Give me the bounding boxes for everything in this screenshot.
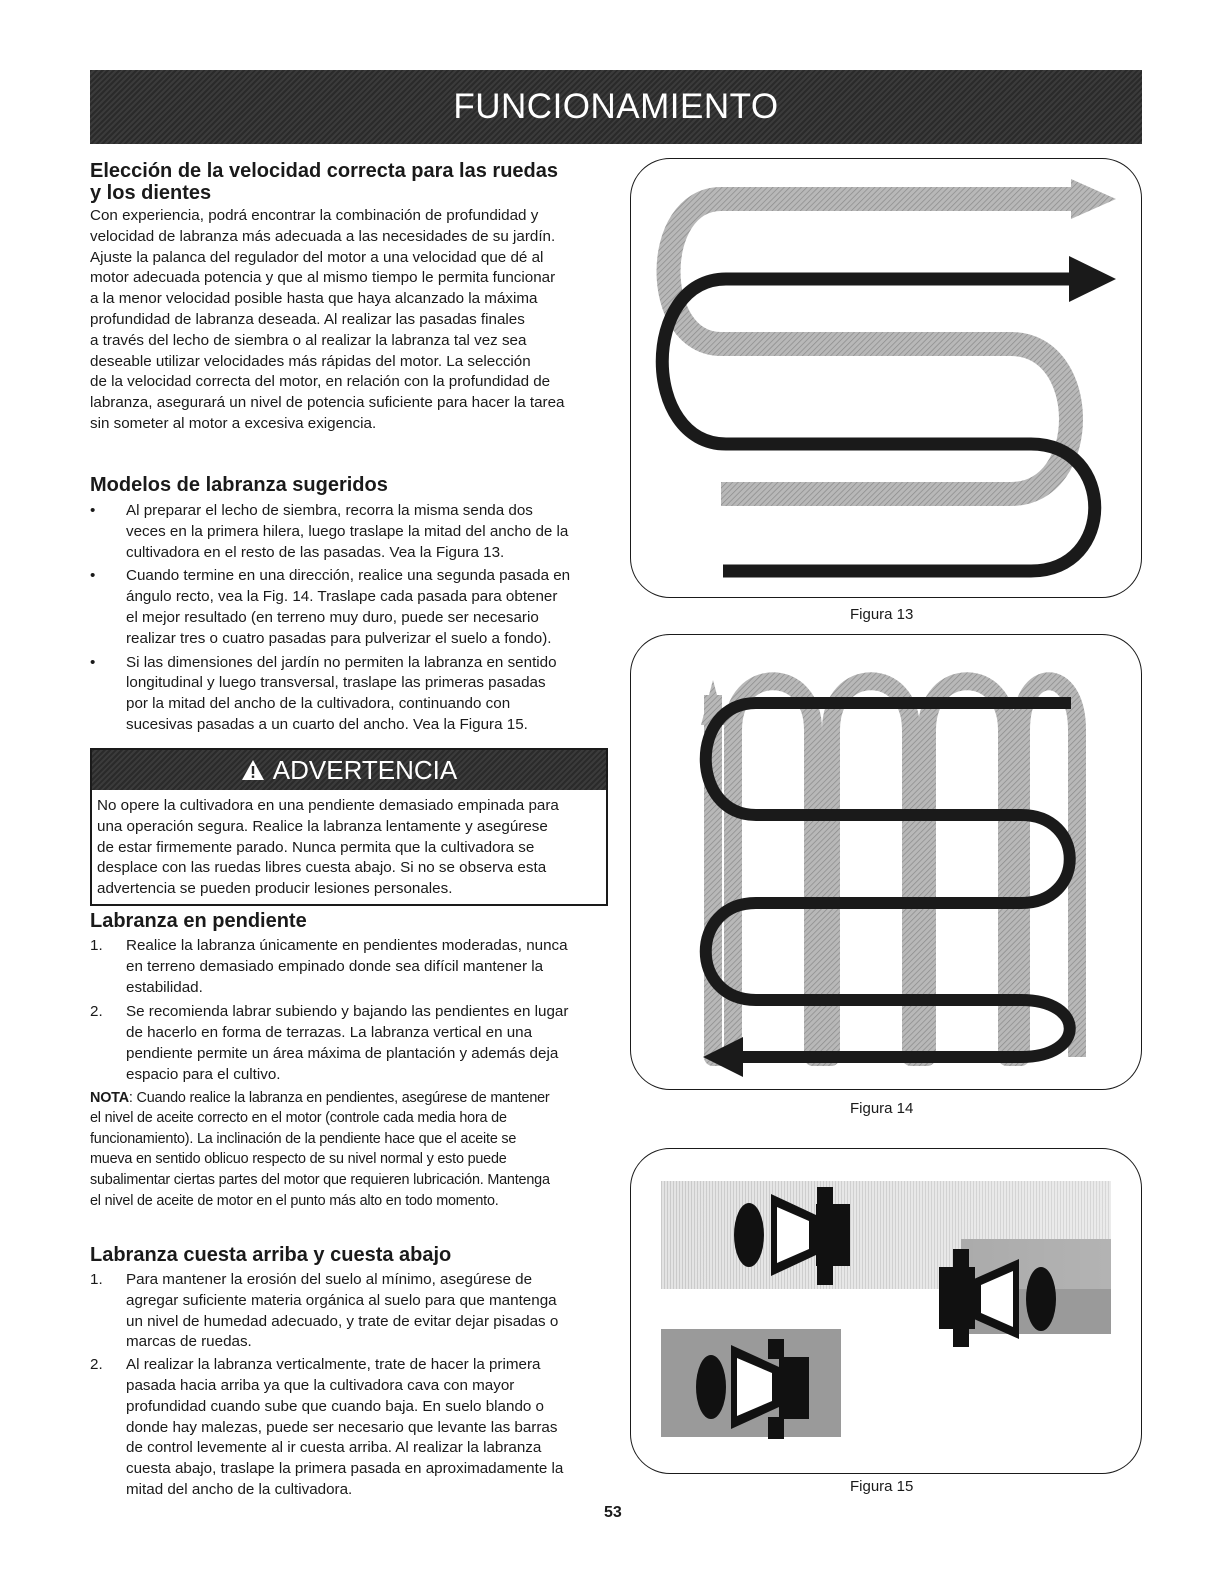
- text-line: profundidad cuando sube que cuando baja. En suelo blando o: [126, 1397, 544, 1415]
- item-number: 1.: [90, 937, 103, 954]
- warning-box: [90, 748, 608, 906]
- slope-section: [90, 910, 610, 1211]
- text-line: un nivel de humedad adecuado, y trate de evitar dejar pisadas o: [126, 1312, 559, 1330]
- text-line: Ajuste la palanca del regulador del motor a una velocidad que dé al: [90, 248, 544, 266]
- text-line: el nivel de aceite correcto en el motor (controle cada media hora de: [90, 1110, 507, 1127]
- warning-title: ADVERTENCIA: [272, 754, 458, 785]
- tilling-pattern-illustration-14: [631, 635, 1143, 1091]
- text-line: longitudinal y luego transversal, traslape las primeras pasadas: [126, 674, 546, 692]
- text-line: el nivel de aceite de motor en el punto más alto en todo momento.: [90, 1192, 499, 1209]
- text-line: deseable utilizar velocidades más rápidas del motor. La selección: [90, 352, 531, 370]
- text-line: de control levemente al ir cuesta arriba. Al realizar la labranza: [126, 1439, 542, 1457]
- text-line: labranza, asegurará un nivel de potencia suficiente para hacer la tarea: [90, 394, 565, 412]
- slope-note: [90, 1088, 610, 1212]
- text-line: espacio para el cultivo.: [126, 1065, 281, 1083]
- slope-list: [90, 936, 610, 1086]
- text-line: Para mantener la erosión del suelo al mínimo, asegúrese de: [126, 1271, 533, 1288]
- patterns-heading: Modelos de labranza sugeridos: [90, 474, 388, 496]
- bullet-marker: •: [90, 567, 96, 585]
- text-line: subalimentar ciertas partes del motor que requieren lubricación. Mantenga: [90, 1171, 550, 1188]
- text-line: agregar suficiente materia orgánica al suelo para que mantenga: [126, 1291, 557, 1309]
- text-line: Si las dimensiones del jardín no permiten la labranza en sentido: [126, 653, 557, 671]
- speed-heading: [90, 160, 610, 204]
- tilling-pattern-illustration-13: [631, 159, 1143, 599]
- text-line: advertencia se pueden producir lesiones personales.: [97, 880, 453, 898]
- figure-15-caption: Figura 15: [850, 1478, 914, 1495]
- text-line: funcionamiento). La inclinación de la pendiente hace que el aceite se: [90, 1130, 517, 1147]
- figure-15: [630, 1148, 1142, 1474]
- speed-paragraph: [90, 206, 610, 435]
- list-item: [90, 653, 610, 736]
- speed-section: [90, 160, 610, 435]
- list-item: [90, 501, 610, 563]
- text-line: donde hay malezas, puede ser necesario que levante las barras: [126, 1418, 558, 1436]
- section-title: FUNCIONAMIENTO: [453, 87, 779, 126]
- text-line: estabilidad.: [126, 978, 203, 996]
- text-line: cuesta abajo, traslape la primera pasada en aproximadamente la: [126, 1460, 564, 1478]
- patterns-list: [90, 501, 610, 736]
- figure-13-caption: Figura 13: [850, 606, 914, 623]
- updown-section: [90, 1244, 610, 1501]
- figure-14-caption: Figura 14: [850, 1100, 914, 1117]
- text-line: No opere la cultivadora en una pendiente demasiado empinada para: [97, 797, 559, 814]
- text-line: Al realizar la labranza verticalmente, trate de hacer la primera: [126, 1356, 541, 1374]
- text-line: velocidad de labranza más adecuada a las necesidades de su jardín.: [90, 227, 556, 245]
- text-line: a la menor velocidad posible hasta que haya alcanzado la máxima: [90, 290, 538, 308]
- text-line: pendiente permite un área máxima de plantación y además deja: [126, 1044, 559, 1062]
- slope-heading: Labranza en pendiente: [90, 910, 307, 932]
- page-number: 53: [604, 1504, 622, 1521]
- text-line: realizar tres o cuatro pasadas para pulverizar el suelo a fondo).: [126, 629, 552, 647]
- text-line: Se recomienda labrar subiendo y bajando las pendientes en lugar: [126, 1003, 569, 1021]
- tilling-pattern-illustration-15: [631, 1149, 1143, 1475]
- text-line: sin someter al motor a excesiva exigencia.: [90, 414, 377, 432]
- text-line: de la velocidad correcta del motor, en relación con la profundidad de: [90, 373, 551, 391]
- text-line: marcas de ruedas.: [126, 1333, 252, 1351]
- speed-heading-line1: Elección de la velocidad correcta para las ruedas: [90, 160, 558, 182]
- text-line: ángulo recto, vea la Fig. 14. Traslape cada pasada para obtener: [126, 588, 558, 606]
- text-line: desplace con las ruedas libres cuesta abajo. Si no se observa esta: [97, 859, 547, 877]
- text-line: el mejor resultado (en terreno muy duro, puede ser necesario: [126, 608, 539, 626]
- text-line: Cuando termine en una dirección, realice una segunda pasada en: [126, 567, 571, 585]
- text-line: pasada hacia arriba ya que la cultivadora cava con mayor: [126, 1376, 515, 1394]
- text-line: a través del lecho de siembra o al realizar la labranza tal vez sea: [90, 331, 527, 349]
- text-line: de estar firmemente parado. Nunca permita que la cultivadora se: [97, 838, 535, 856]
- patterns-section: [90, 474, 610, 736]
- text-line: mueva en sentido oblicuo respecto de su nivel normal y esto puede: [90, 1151, 507, 1168]
- text-line: veces en la primera hilera, luego traslape la mitad del ancho de la: [126, 522, 569, 540]
- text-line: de hacerlo en forma de terrazas. La labranza vertical en una: [126, 1024, 533, 1042]
- figure-13: [630, 158, 1142, 598]
- text-line: motor adecuada potencia y que al mismo tiempo le permita funcionar: [90, 269, 556, 287]
- text-line: una operación segura. Realice la labranza lentamente y asegúrese: [97, 817, 548, 835]
- text-line: por la mitad del ancho de la cultivadora, continuando con: [126, 695, 511, 713]
- list-item: [90, 1002, 610, 1085]
- warning-triangle-icon: [241, 759, 265, 781]
- list-item: [90, 936, 610, 998]
- speed-heading-line2: y los dientes: [90, 182, 212, 204]
- section-banner: [90, 70, 1142, 144]
- text-line: Realice la labranza únicamente en pendientes moderadas, nunca: [126, 937, 568, 954]
- text-line: Con experiencia, podrá encontrar la combinación de profundidad y: [90, 207, 539, 224]
- updown-heading: Labranza cuesta arriba y cuesta abajo: [90, 1244, 452, 1266]
- figure-14: [630, 634, 1142, 1090]
- updown-list: [90, 1270, 610, 1501]
- text-line: sucesivas pasadas a un cuarto del ancho. Vea la Figura 15.: [126, 715, 528, 733]
- note-label: NOTA: [90, 1089, 129, 1106]
- bullet-marker: •: [90, 653, 96, 671]
- list-item: [90, 1270, 610, 1353]
- text-line: mitad del ancho de la cultivadora.: [126, 1480, 353, 1498]
- warning-header: [92, 750, 606, 790]
- text-line: en terreno demasiado empinado donde sea difícil mantener la: [126, 957, 544, 975]
- text-line: cultivadora en el resto de las pasadas. Vea la Figura 13.: [126, 543, 505, 561]
- item-number: 2.: [90, 1003, 103, 1021]
- text-line: profundidad de labranza deseada. Al realizar las pasadas finales: [90, 310, 525, 328]
- list-item: [90, 1355, 610, 1501]
- item-number: 2.: [90, 1356, 103, 1374]
- text-line: Al preparar el lecho de siembra, recorra la misma senda dos: [126, 502, 533, 519]
- bullet-marker: •: [90, 502, 96, 519]
- list-item: [90, 566, 610, 649]
- text-line: : Cuando realice la labranza en pendientes, asegúrese de mantener: [128, 1089, 550, 1106]
- warning-text: [92, 790, 606, 900]
- item-number: 1.: [90, 1271, 103, 1288]
